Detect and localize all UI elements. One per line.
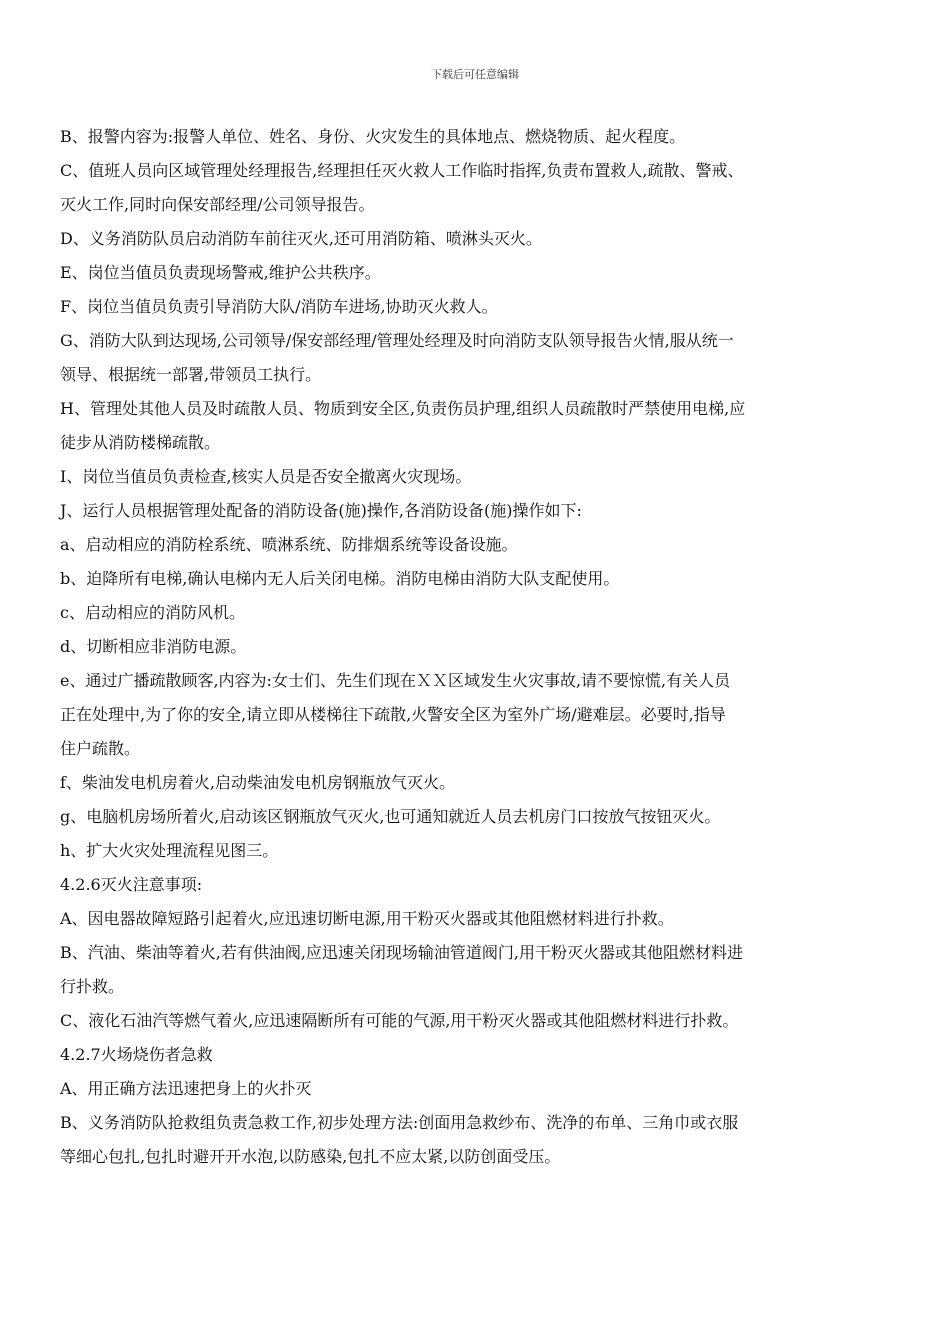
text-line: I、岗位当值员负责检查,核实人员是否安全撤离火灾现场。 (60, 467, 472, 486)
text-line: E、岗位当值员负责现场警戒,维护公共秩序。 (60, 263, 381, 282)
text-line: H、管理处其他人员及时疏散人员、物质到安全区,负责伤员护理,组织人员疏散时严禁使用电梯,应 (60, 399, 746, 418)
text-line: J、运行人员根据管理处配备的消防设备(施)操作,各消防设备(施)操作如下: (60, 501, 582, 520)
text-line: A、因电器故障短路引起着火,应迅速切断电源,用干粉灭火器或其他阻燃材料进行扑救。 (60, 909, 674, 928)
section-heading: 4.2.7火场烧伤者急救 (60, 1045, 213, 1064)
text-line: G、消防大队到达现场,公司领导/保安部经理/管理处经理及时向消防支队领导报告火情,服从统一 (60, 331, 734, 350)
text-line: h、扩大火灾处理流程见图三。 (60, 841, 279, 860)
text-line: B、报警内容为:报警人单位、姓名、身份、火灾发生的具体地点、燃烧物质、起火程度。 (60, 127, 686, 146)
text-line: 徒步从消防楼梯疏散。 (60, 433, 221, 452)
text-line: D、义务消防队员启动消防车前往灭火,还可用消防箱、喷淋头灭火。 (60, 229, 542, 248)
text-line: g、电脑机房场所着火,启动该区钢瓶放气灭火,也可通知就近人员去机房门口按放气按钮灭火。 (60, 807, 721, 826)
text-line: 正在处理中,为了你的安全,请立即从楼梯往下疏散,火警安全区为室外广场/避难层。必要时,指导 (60, 705, 726, 724)
text-line: d、切断相应非消防电源。 (60, 637, 247, 656)
text-line: b、迫降所有电梯,确认电梯内无人后关闭电梯。消防电梯由消防大队支配使用。 (60, 569, 620, 588)
text-line: 行扑救。 (60, 977, 125, 996)
text-line: B、义务消防队抢救组负责急救工作,初步处理方法:创面用急救纱布、洗净的布单、三角巾或衣服 (60, 1113, 739, 1132)
text-line: 等细心包扎,包扎时避开开水泡,以防感染,包扎不应太紧,以防创面受压。 (60, 1147, 561, 1166)
text-line: c、启动相应的消防风机。 (60, 603, 245, 622)
document-body (60, 120, 892, 1174)
text-line: A、用正确方法迅速把身上的火扑灭 (60, 1079, 312, 1098)
section-heading: 4.2.6灭火注意事项: (60, 875, 203, 894)
text-line: F、岗位当值员负责引导消防大队/消防车进场,协助灭火救人。 (60, 297, 498, 316)
text-line: e、通过广播疏散顾客,内容为:女士们、先生们现在ＸＸ区域发生火灾事故,请不要惊慌,有关人员 (60, 671, 731, 690)
text-line: 住户疏散。 (60, 739, 141, 758)
text-line: f、柴油发电机房着火,启动柴油发电机房钢瓶放气灭火。 (60, 773, 456, 792)
text-line: a、启动相应的消防栓系统、喷淋系统、防排烟系统等设备设施。 (60, 535, 518, 554)
text-line: B、汽油、柴油等着火,若有供油阀,应迅速关闭现场输油管道阀门,用干粉灭火器或其他阻燃材料进 (60, 943, 744, 962)
page-header: 下载后可任意编辑 (431, 68, 519, 81)
text-line: 灭火工作,同时向保安部经理/公司领导报告。 (60, 195, 375, 214)
text-line: C、值班人员向区域管理处经理报告,经理担任灭火救人工作临时指挥,负责布置救人,疏散、警戒、 (60, 161, 744, 180)
text-line: 领导、根据统一部署,带领员工执行。 (60, 365, 322, 384)
text-line: C、液化石油汽等燃气着火,应迅速隔断所有可能的气源,用干粉灭火器或其他阻燃材料进行扑救。 (60, 1011, 739, 1030)
